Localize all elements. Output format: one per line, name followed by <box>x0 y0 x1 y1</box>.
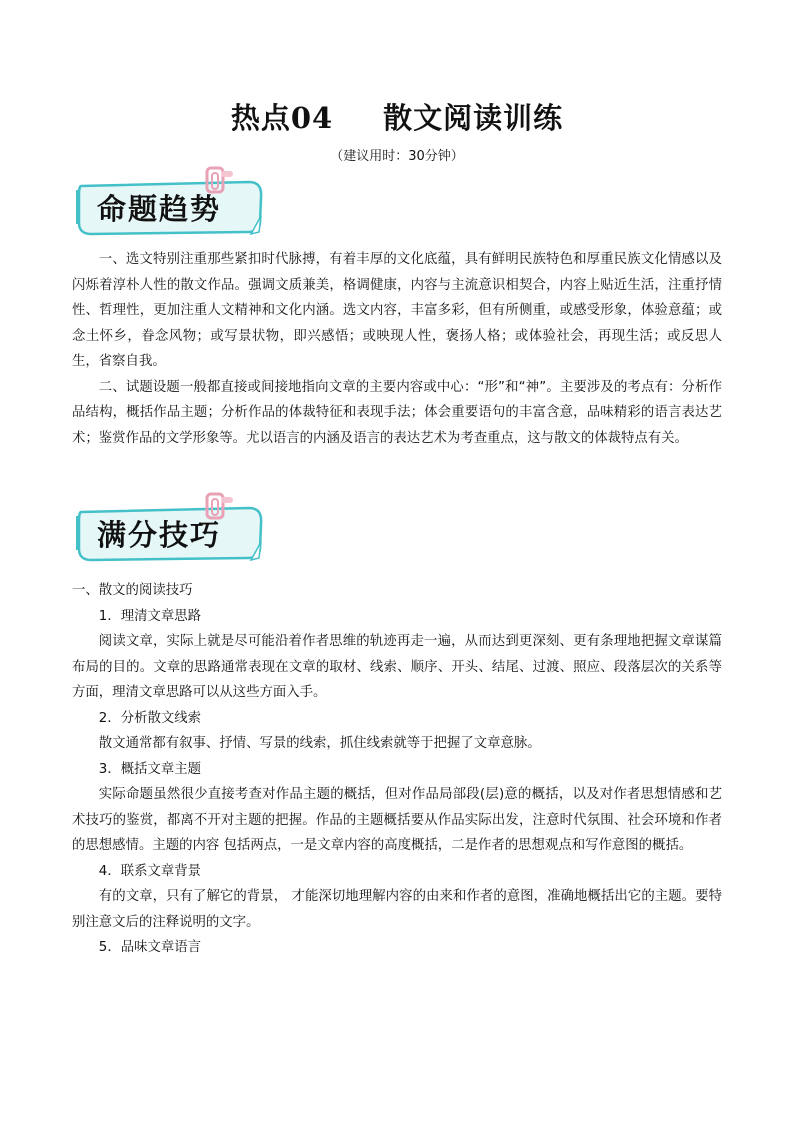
title-topic-name: 散文阅读训练 <box>383 101 564 135</box>
section-heading-skills: 满分技巧 <box>97 518 222 552</box>
skill-title-4: 4．联系文章背景 <box>98 863 202 879</box>
skill-text-3: 实际命题虽然很少直接考查对作品主题的概括，但对作品局部段(层)意的概括，以及对作者思想情感和艺术技巧的鉴赏，都离不开对主题的把握。作品的主题概括要从作品实际出发，注意时代氛围、社会环境和作者的思想感情。主题的内容 包括两点，一是文章内容的高度概括，二是作者的思想观点和写作意图的概括。 <box>72 787 722 853</box>
section-banner-skills <box>75 500 265 562</box>
skill-text-4: 有的文章，只有了解它的背景， 才能深切地理解内容的由来和作者的意图，准确地概括出它的主题。要特别注意文后的注释说明的文字。 <box>72 889 722 930</box>
trend-content <box>72 247 722 451</box>
trend-paragraph-1: 一、选文特别注重那些紧扣时代脉搏，有着丰厚的文化底蕴，具有鲜明民族特色和厚重民族文化情感以及闪烁着淳朴人性的散文作品。强调文质兼美，格调健康，内容与主流意识相契合，内容上贴近生活，注重抒情性、哲理性，更加注重人文精神和文化内涵。选文内容，丰富多彩，但有所侧重，或感受形象，体验意蕴；或念土怀乡，眷念风物；或写景状物，即兴感悟；或映现人性，褒扬人格；或体验社会，再现生活；或反思人生，省察自我。 <box>72 252 722 369</box>
section-banner-trend <box>75 174 265 236</box>
skill-title-2: 2．分析散文线索 <box>98 710 202 726</box>
skill-title-3: 3．概括文章主题 <box>98 761 202 777</box>
skill-text-1: 阅读文章，实际上就是尽可能沿着作者思维的轨迹再走一遍，从而达到更深刻、更有条理地把握文章谋篇布局的目的。文章的思路通常表现在文章的取材、线索、顺序、开头、结尾、过渡、照应、段落层次的关系等方面，理清文章思路可以从这些方面入手。 <box>72 634 722 700</box>
page-title <box>0 96 794 137</box>
skill-title-5: 5．品味文章语言 <box>98 940 202 955</box>
suggested-time: （建议用时：30分钟） <box>330 149 464 164</box>
title-topic-number: 热点04 <box>230 101 334 135</box>
skills-content <box>72 578 722 961</box>
skills-part-title: 一、散文的阅读技巧 <box>72 583 193 598</box>
trend-paragraph-2: 二、试题设题一般都直接或间接地指向文章的主要内容或中心：“形”和“神”。主要涉及的考点有：分析作品结构，概括作品主题；分析作品的体裁特征和表现手法；体会重要语句的丰富含意，品味精彩的语言表达艺术；鉴赏作品的文学形象等。尤以语言的内涵及语言的表达艺术为考查重点，这与散文的体裁特点有关。 <box>72 379 722 446</box>
skill-title-1: 1．理清文章思路 <box>98 608 202 624</box>
skill-text-2: 散文通常都有叙事、抒情、写景的线索，抓住线索就等于把握了文章意脉。 <box>98 736 541 751</box>
section-heading-trend: 命题趋势 <box>97 192 222 226</box>
